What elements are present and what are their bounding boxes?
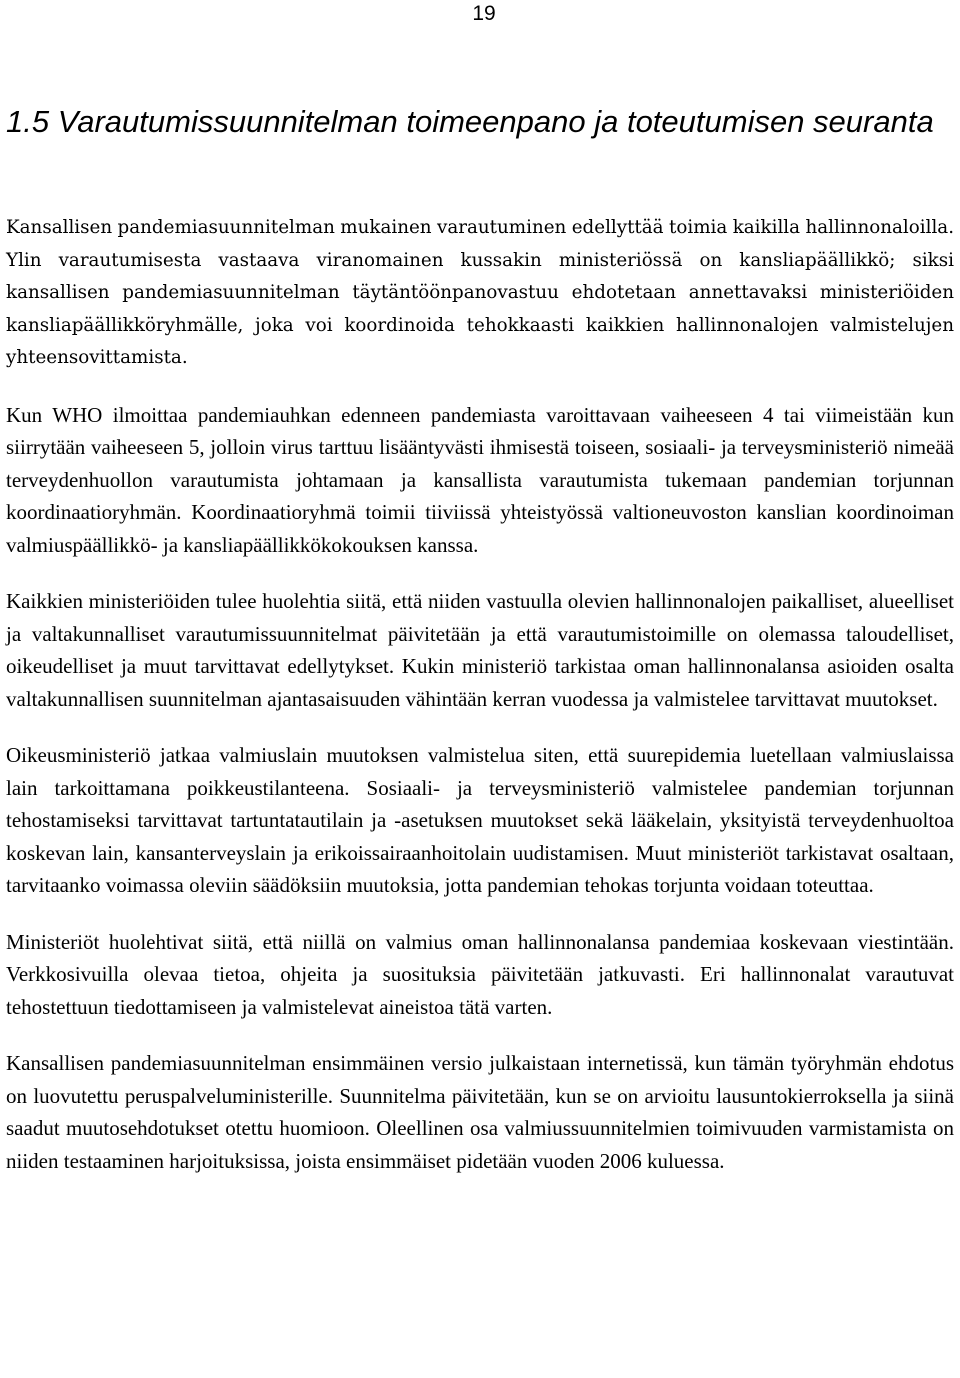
page-number: 19 xyxy=(472,2,496,25)
section-heading: 1.5 Varautumissuunnitelman toimeenpano ja toteutumisen seuranta xyxy=(6,104,934,139)
paragraph-communication: Ministeriöt huolehtivat siitä, että niillä on valmius oman hallinnonalansa pandemiaa koskevaan viestintään. Verkkosivuilla olevaa tietoa, ohjeita ja suosituksia päivitetään jatkuvasti. Eri hallinnonalat varautuvat tehostettuun tiedottamiseen ja valmistelevat aineistoa tätä varten. xyxy=(6,929,954,1019)
paragraph-responsibility: Kansallisen pandemiasuunnitelman mukainen varautuminen edellyttää toimia kaikilla hallinnonaloilla. Ylin varautumisesta vastaava viranomainen kussakin ministeriössä on kansliapäällikkö; siksi kansallisen pandemiasuunnitelman täytäntöönpanovastuu ehdotetaan annettavaksi ministeriöiden kansliapäällikköryhmälle, joka voi koordinoida tehokkaasti kaikkien hallinnonalojen valmistelujen yhteensovittamista. xyxy=(6,217,954,368)
paragraph-legislation: Oikeusministeriö jatkaa valmiuslain muutoksen valmistelua siten, että suurepidemia luetellaan valmiuslaissa lain tarkoittamana poikkeustilanteena. Sosiaali- ja terveysministeriö valmistelee pandemian torjunnan tehostamiseksi tarvittavat tartuntatautilain ja -asetuksen muutokset sekä lääkelain, yksityistä terveydenhuoltoa koskevan lain, kansanterveyslain ja erikoissairaanhoitolain uudistamisen. Muut ministeriöt tarkistavat osaltaan, tarvitaanko voimassa oleviin säädöksiin muutoksia, jotta pandemian tehokas torjunta voidaan toteuttaa. xyxy=(6,743,954,897)
body-text xyxy=(6,212,954,1201)
paragraph-publication: Kansallisen pandemiasuunnitelman ensimmäinen versio julkaistaan internetissä, kun tämän työryhmän ehdotus on luovutettu peruspalveluministerille. Suunnitelma päivitetään, kun se on arvioitu lausuntokierroksella ja siinä saadut muutosehdotukset otettu huomioon. Oleellinen osa valmiussuunnitelmien toimivuuden varmistamista on niiden testaaminen harjoituksissa, joista ensimmäiset pidetään vuoden 2006 kuluessa. xyxy=(6,1051,954,1173)
paragraph-ministry-plans: Kaikkien ministeriöiden tulee huolehtia siitä, että niiden vastuulla olevien hallinnonalojen paikalliset, alueelliset ja valtakunnalliset varautumissuunnitelmat päivitetään ja että varautumistoimille on olemassa taloudelliset, oikeudelliset ja muut tarvittavat edellytykset. Kukin ministeriö tarkistaa oman hallinnonalansa asioiden osalta valtakunnallisen suunnitelman ajantasaisuuden vähintään kerran vuodessa ja valmistelee tarvittavat muutokset. xyxy=(6,589,954,711)
paragraph-coordination-group: Kun WHO ilmoittaa pandemiauhkan edenneen pandemiasta varoittavaan vaiheeseen 4 tai viimeistään kun siirrytään vaiheeseen 5, jolloin virus tarttuu lisääntyvästi ihmisestä toiseen, sosiaali- ja terveysministeriö nimeää terveydenhuollon varautumista johtamaan ja kansallista varautumista tukemaan pandemian torjunnan koordinaatioryhmän. Koordinaatioryhmä toimii tiiviissä yhteistyössä valtioneuvoston kanslian koordinoiman valmiuspäällikkö- ja kansliapäällikkökokouksen kanssa. xyxy=(6,402,954,557)
